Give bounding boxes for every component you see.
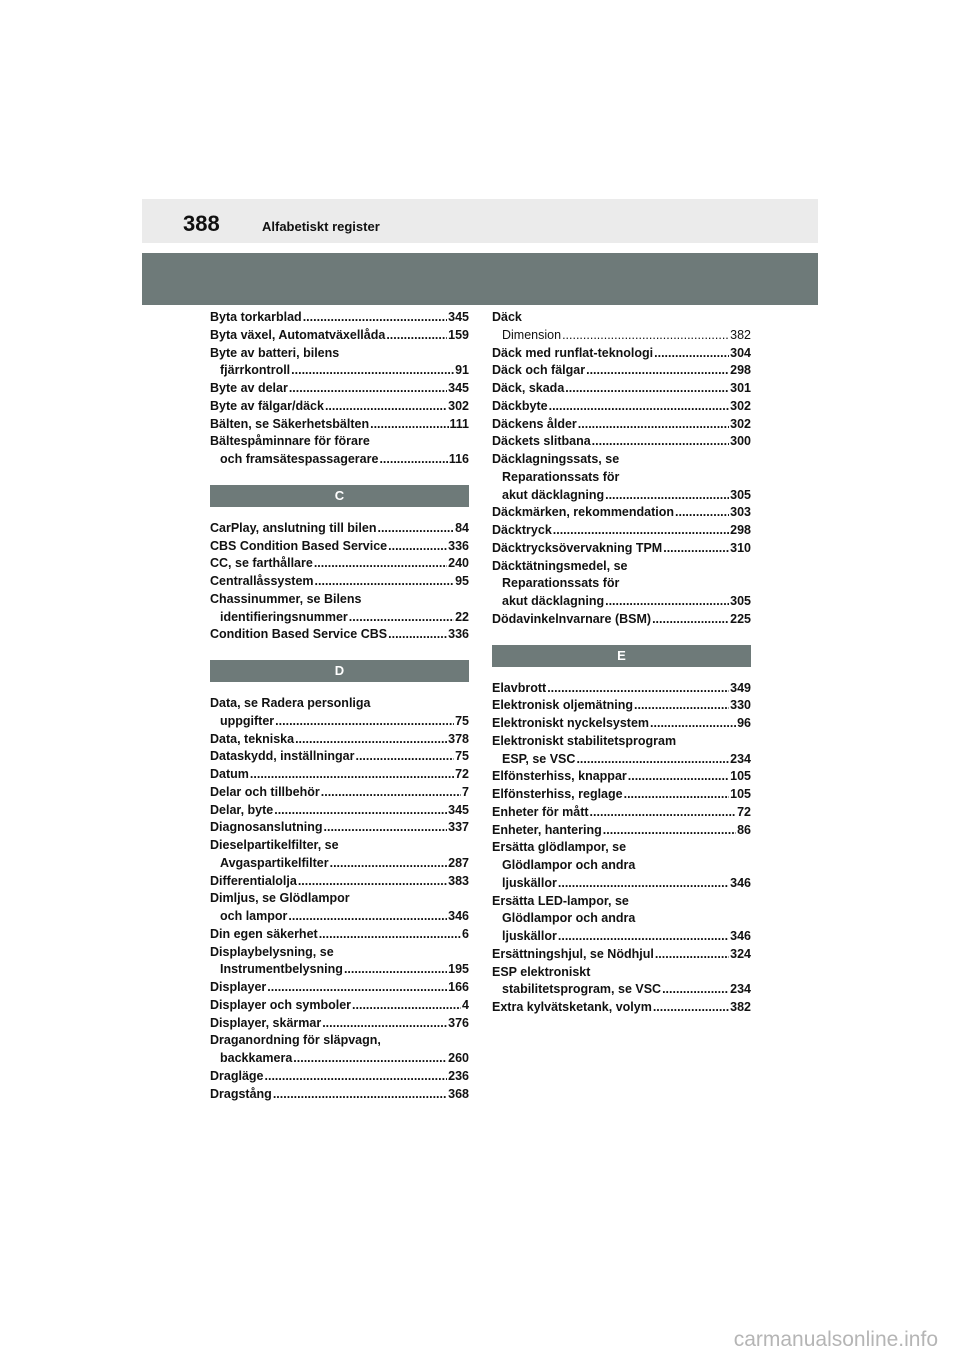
- index-entry-label: Enheter, hantering: [492, 822, 602, 837]
- index-entry-page: 346: [448, 909, 469, 923]
- index-entry-label: Däcktryck: [492, 523, 552, 537]
- index-entry-label: Delar, byte: [210, 802, 274, 817]
- index-heading: Data, se Radera personliga: [210, 696, 371, 710]
- index-entry-label: fjärrkontroll: [220, 363, 291, 378]
- index-entry[interactable]: [210, 1068, 469, 1086]
- index-entry-label: Dragstång: [210, 1086, 272, 1101]
- index-entry-page: 166: [448, 980, 469, 994]
- index-entry-page: 345: [448, 802, 469, 817]
- index-entry-label: Däckets slitbana: [492, 434, 591, 449]
- index-heading: Reparationssats för: [502, 469, 620, 484]
- page-title: Alfabetiskt register: [262, 219, 380, 234]
- index-entry-label: Elektroniskt nyckelsystem: [492, 716, 650, 730]
- index-entry[interactable]: [210, 713, 469, 731]
- index-entry-page: 300: [730, 434, 751, 449]
- index-entry-page: 234: [730, 982, 751, 997]
- dot-leader: [653, 999, 729, 1017]
- index-entry-page: 72: [737, 804, 751, 819]
- index-entry-label: Avgaspartikelfilter: [220, 855, 329, 870]
- index-entry[interactable]: [210, 555, 469, 573]
- index-heading: Draganordning för släpvagn,: [210, 1033, 381, 1048]
- index-entry[interactable]: [210, 961, 469, 979]
- index-entry-page: 378: [448, 731, 469, 746]
- index-heading: Glödlampor och andra: [502, 858, 636, 872]
- dot-leader: [379, 451, 447, 469]
- index-entry-page: 382: [730, 1000, 751, 1014]
- dot-leader: [576, 751, 729, 769]
- index-entry[interactable]: [210, 1050, 469, 1068]
- index-heading: Däcktätningsmedel, se: [492, 558, 628, 573]
- index-heading: ESP elektroniskt: [492, 964, 591, 979]
- index-entry-label: Dataskydd, inställningar: [210, 749, 355, 764]
- index-entry-label: Dödavinkelnvarnare (BSM): [492, 611, 652, 626]
- index-heading: Dimljus, se Glödlampor: [210, 891, 350, 906]
- dot-leader: [291, 362, 454, 380]
- dot-leader: [319, 926, 461, 944]
- index-entry[interactable]: [210, 731, 469, 749]
- index-entry[interactable]: [492, 697, 751, 715]
- dot-leader: [314, 555, 447, 573]
- section-header-c: C: [210, 485, 469, 507]
- index-entry-page: 305: [730, 594, 751, 608]
- dot-leader: [275, 713, 454, 731]
- index-entry-label: Däcktrycksövervakning TPM: [492, 540, 663, 555]
- index-entry-label: Byte av fälgar/däck: [210, 398, 324, 413]
- index-entry[interactable]: [210, 802, 469, 820]
- dot-leader: [652, 611, 729, 629]
- index-entry[interactable]: [492, 540, 751, 558]
- index-heading: Däcklagningssats, se: [492, 452, 620, 466]
- index-entry-label: Byta växel, Automatväxellåda: [210, 327, 386, 342]
- index-entry-page: 345: [448, 381, 469, 395]
- dot-leader: [265, 1068, 448, 1086]
- dot-leader: [352, 997, 461, 1015]
- dot-leader: [553, 522, 729, 540]
- dot-leader: [590, 804, 737, 822]
- index-entry-label: Din egen säkerhet: [210, 926, 318, 941]
- index-entry[interactable]: [492, 398, 751, 416]
- index-entry-page: 22: [455, 609, 469, 624]
- index-entry-label: stabilitetsprogram, se VSC: [502, 982, 662, 997]
- index-entry[interactable]: [210, 609, 469, 627]
- index-entry-page: 383: [448, 873, 469, 888]
- index-entry-label: och framsätespassagerare: [220, 452, 379, 466]
- index-entry-page: 302: [448, 398, 469, 413]
- dot-leader: [605, 593, 729, 611]
- index-entry-label: backkamera: [220, 1051, 293, 1065]
- dot-leader: [321, 784, 461, 802]
- index-entry[interactable]: [492, 822, 751, 840]
- dot-leader: [315, 573, 455, 591]
- index-entry[interactable]: [492, 999, 751, 1017]
- index-entry-label: Dragläge: [210, 1068, 264, 1083]
- index-entry-label: CC, se farthållare: [210, 556, 313, 571]
- index-entry-label: Däck med runflat-teknologi: [492, 345, 654, 360]
- index-entry[interactable]: [210, 784, 469, 802]
- index-entry-page: 298: [730, 363, 751, 378]
- index-entry-label: Enheter för mått: [492, 804, 589, 819]
- index-entry-page: 330: [730, 698, 751, 713]
- dot-leader: [662, 981, 729, 999]
- index-entry-page: 260: [448, 1051, 469, 1065]
- index-entry-label: Centrallåssystem: [210, 574, 314, 588]
- dot-leader: [634, 697, 729, 715]
- index-entry-label: Däckmärken, rekommendation: [492, 505, 675, 520]
- index-entry-page: 346: [730, 875, 751, 890]
- dot-leader: [592, 433, 729, 451]
- index-heading: Däck: [492, 310, 522, 324]
- index-entry-page: 302: [730, 398, 751, 413]
- dot-leader: [273, 1086, 447, 1104]
- dot-leader: [386, 327, 447, 345]
- index-entry-label: Dimension: [502, 327, 562, 342]
- dot-leader: [298, 873, 447, 891]
- dot-leader: [377, 520, 454, 538]
- index-entry-page: 345: [448, 310, 469, 324]
- index-entry[interactable]: [492, 680, 751, 698]
- index-entry[interactable]: [492, 946, 751, 964]
- index-heading: Byte av batteri, bilens: [210, 345, 340, 360]
- index-entry-label: Ersättningshjul, se Nödhjul: [492, 946, 654, 961]
- index-entry-page: 336: [448, 627, 469, 642]
- index-entry[interactable]: [210, 327, 469, 345]
- index-entry-page: 96: [737, 716, 751, 730]
- index-heading: Displaybelysning, se: [210, 944, 334, 959]
- index-entry-page: 225: [730, 611, 751, 626]
- index-entry-label: Instrumentbelysning: [220, 962, 343, 977]
- dot-leader: [322, 1015, 447, 1033]
- index-entry-label: Displayer, skärmar: [210, 1015, 322, 1030]
- section-header-e: E: [492, 645, 751, 667]
- dot-leader: [324, 819, 448, 837]
- index-entry[interactable]: [210, 520, 469, 538]
- dot-leader: [293, 1050, 447, 1068]
- index-entry[interactable]: [492, 327, 751, 345]
- index-entry-page: 159: [448, 327, 469, 342]
- index-entry-page: 234: [730, 751, 751, 766]
- index-entry-label: Datum: [210, 767, 249, 781]
- index-entry[interactable]: [492, 416, 751, 434]
- index-entry-page: 376: [448, 1015, 469, 1030]
- header-band: [142, 253, 818, 305]
- dot-leader: [295, 731, 447, 749]
- index-entry-page: 111: [449, 416, 469, 431]
- index-entry-page: 95: [455, 574, 469, 588]
- dot-leader: [267, 979, 447, 997]
- index-entry[interactable]: [210, 819, 469, 837]
- dot-leader: [388, 538, 447, 556]
- index-entry[interactable]: [492, 751, 751, 769]
- index-entry-label: Bälten, se Säkerhetsbälten: [210, 416, 370, 431]
- index-entry-page: 72: [455, 767, 469, 781]
- index-entry-label: ljuskällor: [502, 929, 557, 943]
- index-entry[interactable]: [210, 626, 469, 644]
- index-entry-page: 382: [730, 327, 751, 342]
- index-entry-page: 298: [730, 523, 751, 537]
- index-entry-label: Diagnosanslutning: [210, 820, 323, 835]
- index-entry-page: 302: [730, 416, 751, 431]
- dot-leader: [330, 855, 448, 873]
- index-entry-label: CBS Condition Based Service: [210, 538, 388, 553]
- page-number: 388: [183, 211, 220, 236]
- index-entry-label: Däck, skada: [492, 381, 565, 395]
- dot-leader: [650, 715, 736, 733]
- index-entry[interactable]: [210, 873, 469, 891]
- dot-leader: [344, 961, 447, 979]
- index-entry-page: 105: [730, 787, 751, 801]
- dot-leader: [603, 822, 736, 840]
- dot-leader: [605, 487, 729, 505]
- index-entry-page: 304: [730, 345, 751, 360]
- index-entry-page: 116: [448, 452, 469, 466]
- index-entry-label: Displayer och symboler: [210, 997, 352, 1012]
- index-entry[interactable]: [492, 504, 751, 522]
- index-entry-label: och lampor: [220, 909, 288, 923]
- index-heading: Chassinummer, se Bilens: [210, 591, 362, 606]
- index-entry-label: CarPlay, anslutning till bilen: [210, 520, 377, 535]
- index-entry-label: Differentialolja: [210, 873, 297, 888]
- index-heading: Reparationssats för: [502, 576, 620, 591]
- index-entry[interactable]: [210, 748, 469, 766]
- watermark: carmanualsonline.info: [733, 1328, 938, 1351]
- index-entry-label: Displayer: [210, 980, 267, 994]
- index-entry[interactable]: [492, 522, 751, 540]
- dot-leader: [325, 398, 447, 416]
- index-entry-label: identifieringsnummer: [220, 609, 348, 624]
- index-entry-page: 240: [448, 556, 469, 571]
- index-entry-label: Condition Based Service CBS: [210, 627, 388, 642]
- index-entry-page: 310: [730, 540, 751, 555]
- index-entry-page: 7: [462, 784, 469, 799]
- index-entry-label: Delar och tillbehör: [210, 784, 320, 799]
- index-entry[interactable]: [210, 979, 469, 997]
- index-entry-label: Elfönsterhiss, reglage: [492, 787, 623, 801]
- index-entry-page: 305: [730, 487, 751, 502]
- dot-leader: [355, 748, 454, 766]
- index-entry[interactable]: [492, 380, 751, 398]
- dot-leader: [624, 786, 730, 804]
- index-entry-label: akut däcklagning: [502, 487, 605, 502]
- index-entry-label: Däckens ålder: [492, 416, 577, 431]
- index-entry-page: 195: [448, 962, 469, 977]
- index-entry[interactable]: [210, 362, 469, 380]
- index-entry-label: Byta torkarblad: [210, 310, 302, 324]
- index-entry-label: Elektronisk oljemätning: [492, 698, 634, 713]
- dot-leader: [288, 908, 447, 926]
- dot-leader: [250, 766, 454, 784]
- dot-leader: [655, 946, 729, 964]
- index-entry[interactable]: [492, 715, 751, 733]
- index-entry[interactable]: [492, 345, 751, 363]
- index-entry-label: Byte av delar: [210, 381, 288, 395]
- dot-leader: [562, 327, 729, 345]
- index-entry-page: 105: [730, 769, 751, 784]
- index-entry-page: 86: [737, 822, 751, 837]
- index-entry-page: 287: [448, 855, 469, 870]
- index-entry-page: 84: [455, 520, 469, 535]
- index-entry-page: 368: [448, 1086, 469, 1101]
- index-entry[interactable]: [210, 451, 469, 469]
- index-entry-label: Extra kylvätsketank, volym: [492, 1000, 652, 1014]
- dot-leader: [370, 416, 448, 434]
- index-entry-label: Elavbrott: [492, 680, 547, 695]
- dot-leader: [663, 540, 729, 558]
- dot-leader: [349, 609, 454, 627]
- index-entry-label: ESP, se VSC: [502, 751, 576, 766]
- dot-leader: [274, 802, 447, 820]
- index-entry[interactable]: [210, 398, 469, 416]
- index-entry[interactable]: [492, 593, 751, 611]
- index-entry-page: 336: [448, 538, 469, 553]
- index-entry[interactable]: [492, 981, 751, 999]
- index-entry-page: 236: [448, 1068, 469, 1083]
- index-entry-page: 6: [462, 926, 469, 941]
- dot-leader: [388, 626, 447, 644]
- index-entry[interactable]: [492, 487, 751, 505]
- index-entry-page: 303: [730, 505, 751, 520]
- index-entry[interactable]: [492, 611, 751, 629]
- header-bar: [142, 199, 818, 243]
- index-entry[interactable]: [210, 926, 469, 944]
- dot-leader: [303, 309, 447, 327]
- dot-leader: [547, 680, 729, 698]
- index-heading: Dieselpartikelfilter, se: [210, 838, 339, 852]
- index-column-right: [492, 309, 751, 1017]
- section-header-d: D: [210, 660, 469, 682]
- index-heading: Elektroniskt stabilitetsprogram: [492, 733, 677, 748]
- dot-leader: [578, 416, 729, 434]
- index-entry[interactable]: [210, 416, 469, 434]
- dot-leader: [558, 875, 729, 893]
- index-entry-page: 349: [730, 680, 751, 695]
- index-entry-label: Elfönsterhiss, knappar: [492, 769, 627, 784]
- index-entry[interactable]: [492, 433, 751, 451]
- dot-leader: [675, 504, 729, 522]
- index-entry-page: 337: [448, 820, 469, 835]
- index-entry[interactable]: [210, 573, 469, 591]
- index-entry[interactable]: [210, 1086, 469, 1104]
- index-entry[interactable]: [492, 928, 751, 946]
- index-entry-label: Däckbyte: [492, 398, 548, 413]
- index-entry[interactable]: [210, 997, 469, 1015]
- dot-leader: [628, 768, 729, 786]
- index-entry-page: 324: [730, 946, 751, 961]
- index-entry-label: Däck och fälgar: [492, 363, 586, 378]
- index-entry[interactable]: [210, 908, 469, 926]
- index-entry[interactable]: [492, 362, 751, 380]
- index-entry-label: akut däcklagning: [502, 594, 605, 608]
- index-entry[interactable]: [492, 875, 751, 893]
- index-entry-page: 75: [455, 713, 469, 728]
- index-entry-label: Data, tekniska: [210, 731, 295, 746]
- index-heading: Ersätta glödlampor, se: [492, 840, 627, 855]
- index-entry-page: 91: [455, 363, 469, 378]
- index-entry[interactable]: [210, 766, 469, 784]
- index-column-left: [210, 309, 469, 1103]
- dot-leader: [289, 380, 447, 398]
- dot-leader: [558, 928, 729, 946]
- index-entry[interactable]: [492, 804, 751, 822]
- index-entry-label: uppgifter: [220, 713, 275, 728]
- dot-leader: [565, 380, 729, 398]
- index-entry-page: 4: [462, 997, 469, 1012]
- dot-leader: [654, 345, 729, 363]
- index-entry-page: 346: [730, 929, 751, 943]
- index-entry[interactable]: [492, 768, 751, 786]
- index-entry[interactable]: [210, 380, 469, 398]
- index-entry[interactable]: [492, 786, 751, 804]
- index-entry-page: 301: [730, 381, 751, 395]
- index-entry-page: 75: [455, 749, 469, 764]
- dot-leader: [549, 398, 730, 416]
- index-heading: Glödlampor och andra: [502, 911, 636, 926]
- index-entry[interactable]: [210, 309, 469, 327]
- index-entry[interactable]: [210, 1015, 469, 1033]
- dot-leader: [586, 362, 729, 380]
- index-entry[interactable]: [210, 855, 469, 873]
- index-heading: Ersätta LED-lampor, se: [492, 893, 629, 908]
- index-entry-label: ljuskällor: [502, 875, 557, 890]
- index-heading: Bältespåminnare för förare: [210, 434, 370, 449]
- index-entry[interactable]: [210, 538, 469, 556]
